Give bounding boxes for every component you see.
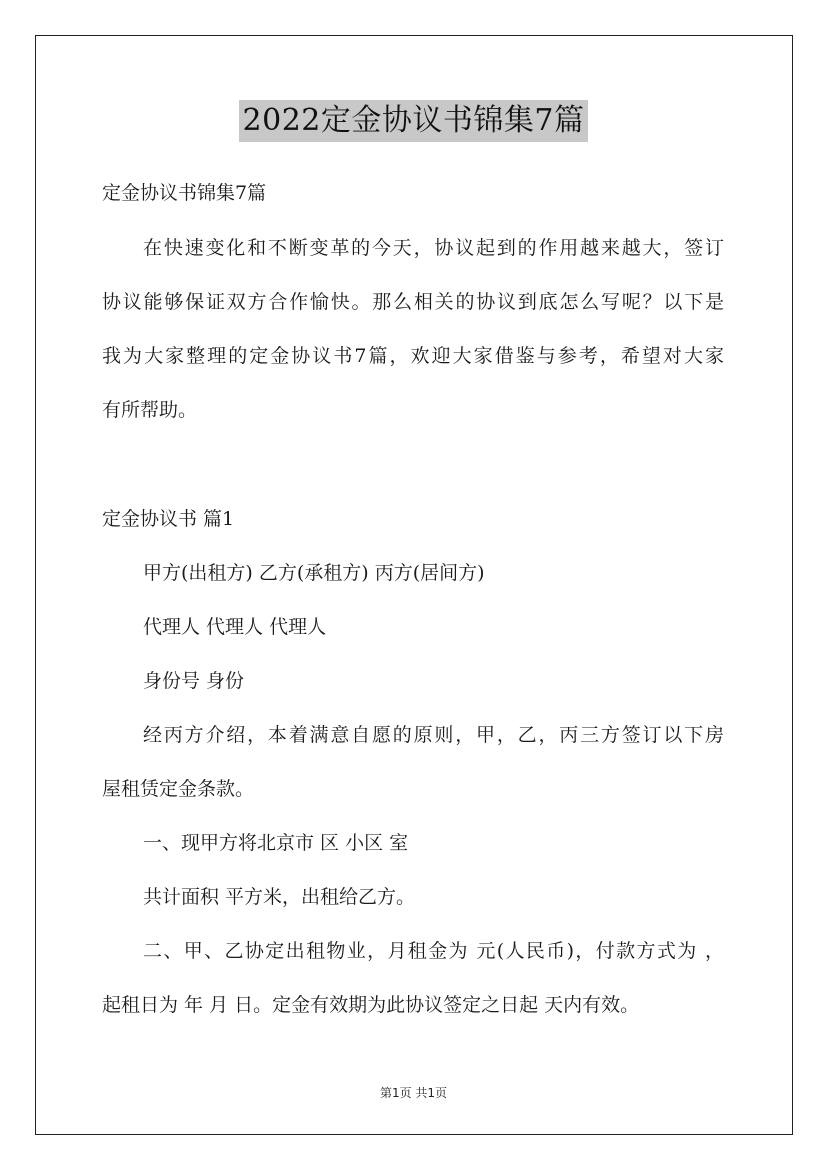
document-title: 2022定金协议书锦集7篇 [239,100,589,142]
clause-1-line-1: 一、现甲方将北京市 区 小区 室 [143,832,409,854]
agents-line: 代理人 代理人 代理人 [143,616,327,638]
section-heading: 定金协议书 篇1 [102,508,235,530]
clause-1-line-2: 共计面积 平方米，出租给乙方。 [143,886,416,908]
intro-line-3: 我为大家整理的定金协议书7篇，欢迎大家借鉴与参考，希望对大家 [102,345,724,367]
id-line: 身份号 身份 [143,670,245,692]
intro-line-1: 在快速变化和不断变革的今天，协议起到的作用越来越大，签订 [143,237,724,259]
intro-line-2: 协议能够保证双方合作愉快。那么相关的协议到底怎么写呢？以下是 [102,291,724,313]
clause-intro-line-2: 屋租赁定金条款。 [102,778,255,800]
intro-line-4: 有所帮助。 [102,399,198,421]
clause-2-line-2: 起租日为 年 月 日。定金有效期为此协议签定之日起 天内有效。 [102,994,640,1016]
title-wrapper [0,100,827,142]
clause-2-line-1: 二、甲、乙协定出租物业，月租金为 元(人民币)，付款方式为 ， [143,940,724,962]
clause-intro-line-1: 经丙方介绍，本着满意自愿的原则，甲，乙，丙三方签订以下房 [143,724,724,746]
document-subtitle: 定金协议书锦集7篇 [102,182,267,204]
page-footer: 第1页 共1页 [379,1086,448,1100]
parties-line: 甲方(出租方) 乙方(承租方) 丙方(居间方) [143,562,485,584]
